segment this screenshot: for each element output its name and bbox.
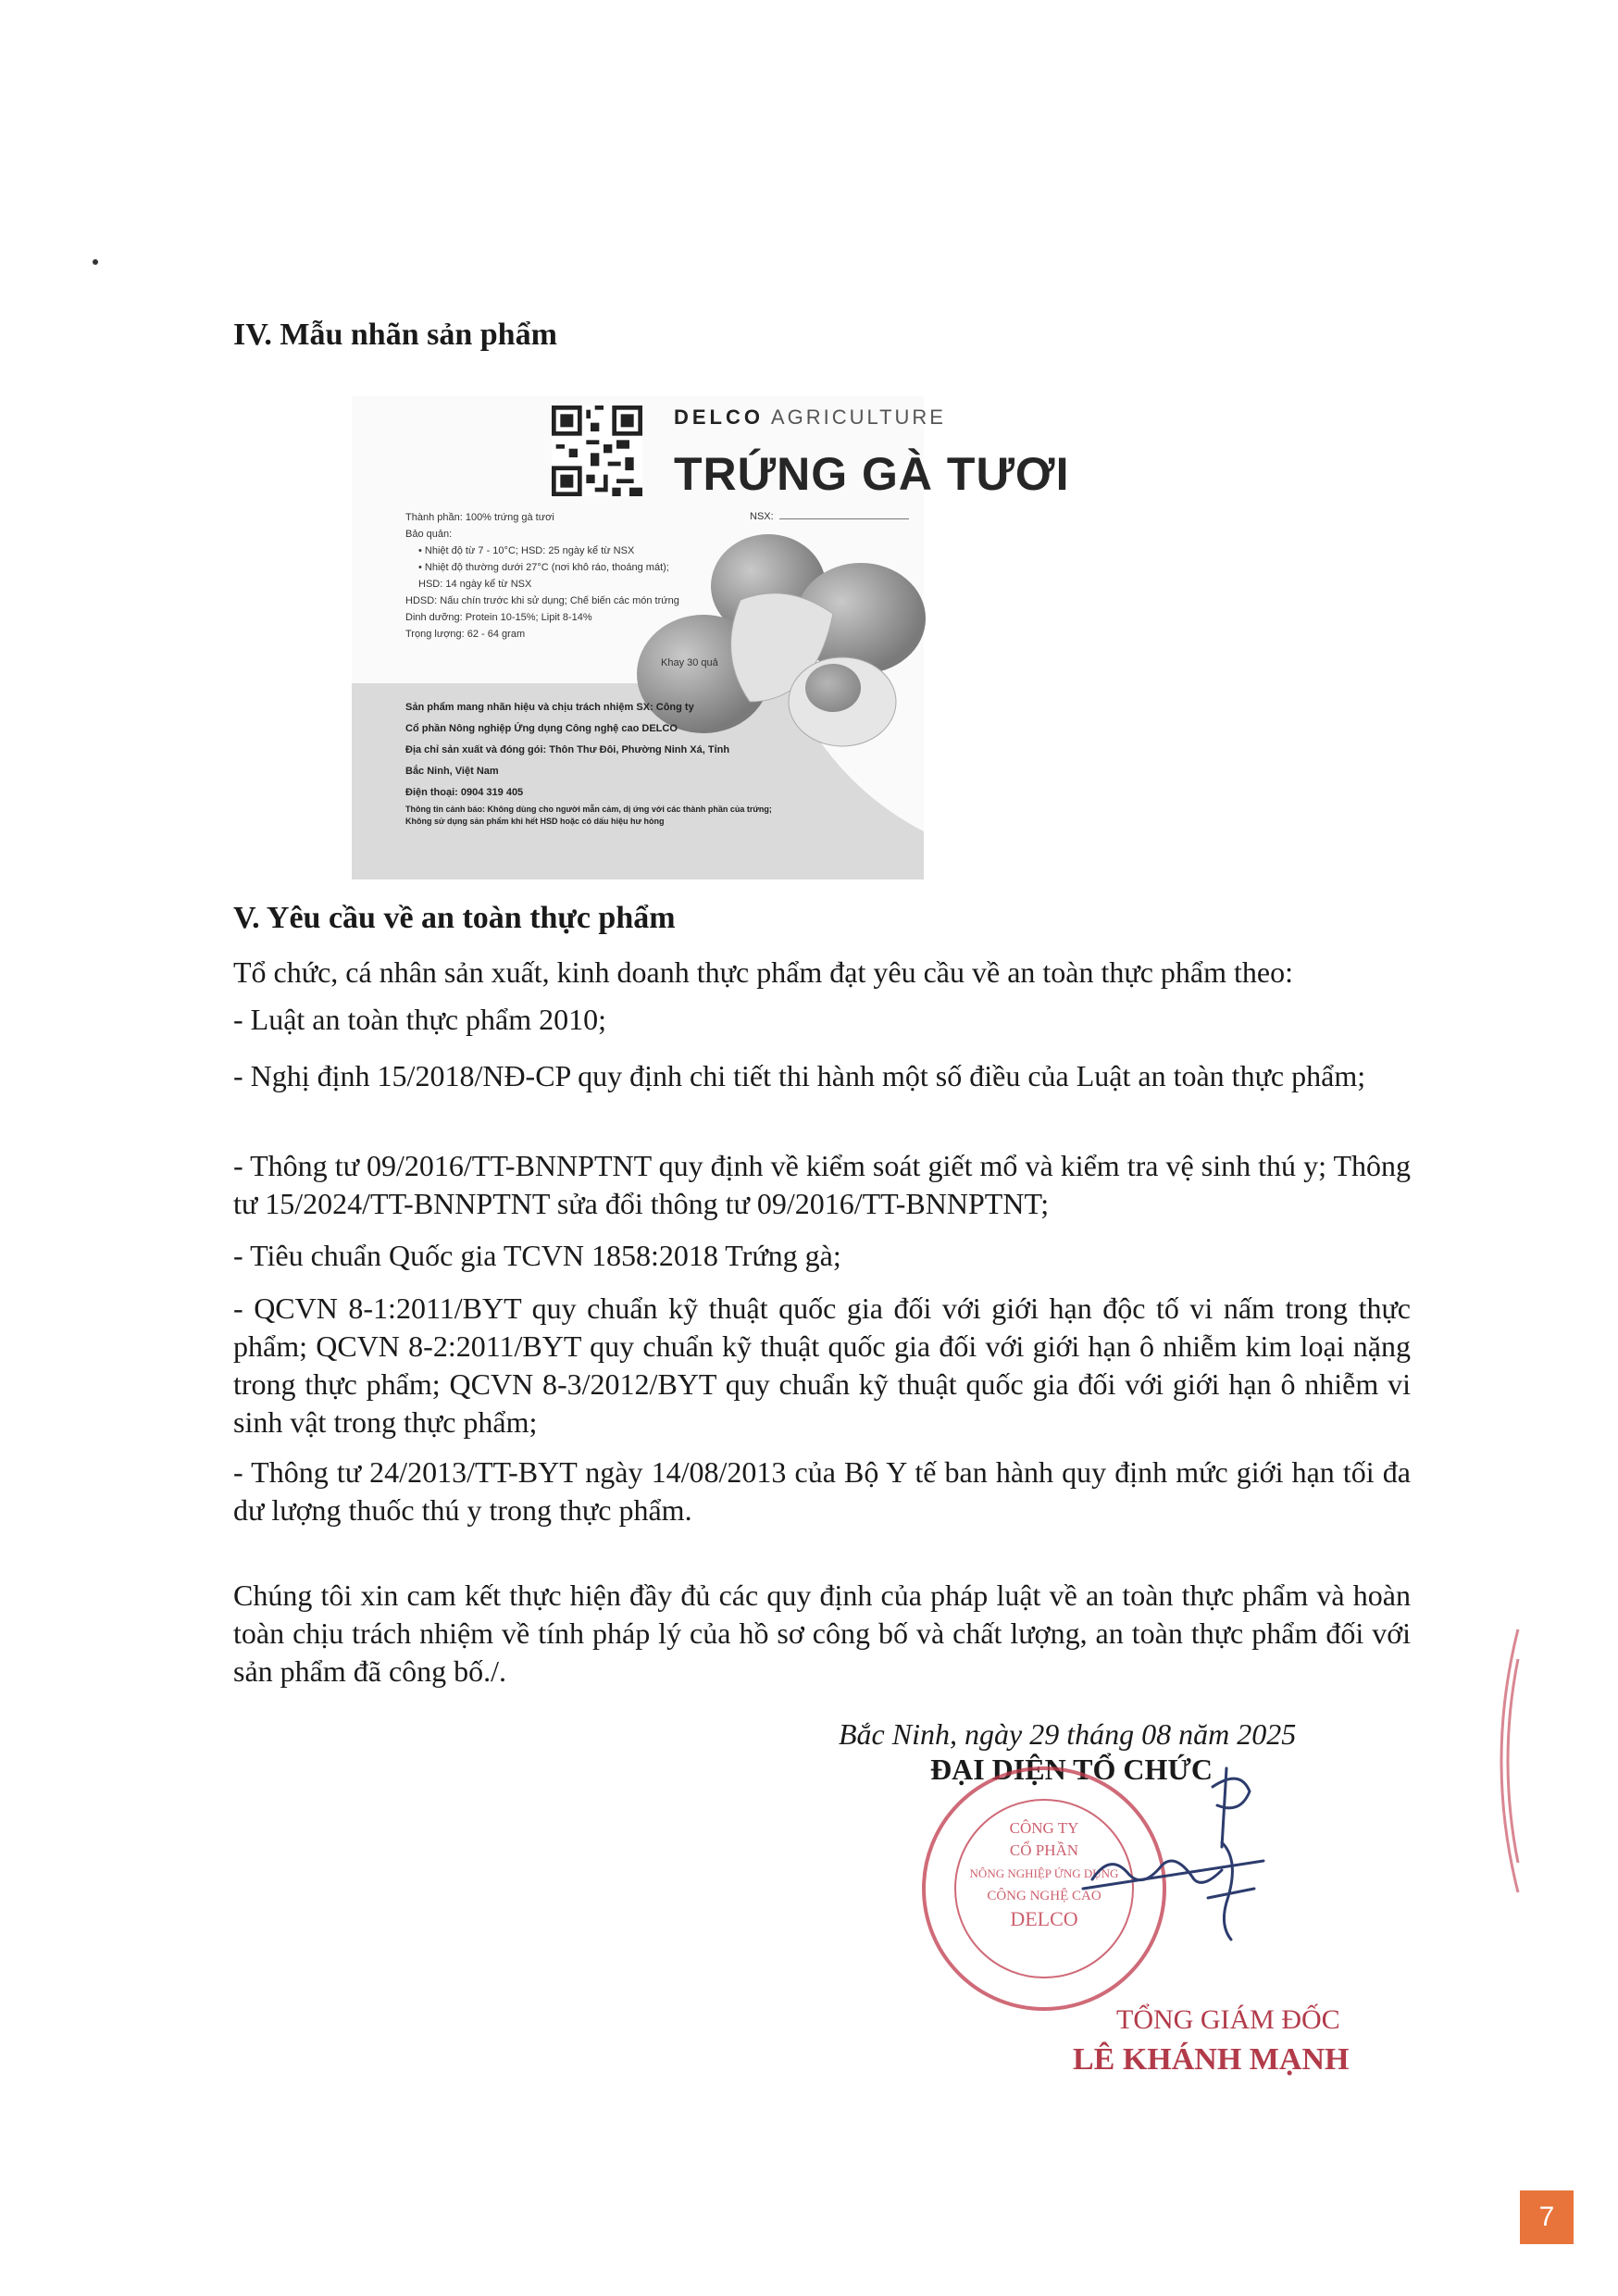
label-warning-1: Thông tin cảnh báo: Không dùng cho người mẫn cảm, dị ứng với các thành phần của trứng; [405, 805, 772, 814]
product-label-image [352, 396, 1070, 880]
svg-text:CÔNG NGHỆ CAO: CÔNG NGHỆ CAO [987, 1889, 1101, 1903]
page-number-badge: 7 [1520, 2190, 1574, 2244]
label-storage-title: Bảo quản: [405, 529, 453, 540]
label-address-1: Địa chỉ sản xuất và đóng gói: Thôn Thư Đôi, Phường Ninh Xá, Tỉnh [405, 744, 730, 755]
label-storage-1: • Nhiệt độ từ 7 - 10°C; HSD: 25 ngày kể từ NSX [418, 545, 635, 556]
label-ingredients: Thành phần: 100% trứng gà tươi [405, 512, 554, 523]
product-name: TRỨNG GÀ TƯƠI [674, 448, 1070, 500]
label-weight: Trọng lượng: 62 - 64 gram [405, 629, 526, 640]
qr-code [552, 406, 642, 496]
label-storage-2: • Nhiệt độ thường dưới 27°C (nơi khô ráo, thoáng mát); [418, 562, 669, 573]
label-producer-1: Sản phẩm mang nhãn hiệu và chịu trách nhiệm SX: Công ty [405, 702, 694, 713]
list-item-3: - Thông tư 09/2016/TT-BNNPTNT quy định về kiểm soát giết mổ và kiểm tra vệ sinh thú y; Thông tư 15/2024/TT-BNNPTNT sửa đổi thông tư 09/2016/TT-BNNPTNT; [233, 1149, 1411, 1220]
signer-position: TỔNG GIÁM ĐỐC [1116, 2004, 1340, 2035]
label-producer-info [405, 697, 794, 828]
brand-logo: DELCO AGRICULTURE [674, 406, 946, 429]
signer-name: LÊ KHÁNH MẠNH [1073, 2042, 1350, 2077]
list-item-1: - Luật an toàn thực phẩm 2010; [233, 1003, 607, 1036]
label-nutrition: Dinh dưỡng: Protein 10-15%; Lipit 8-14% [405, 612, 592, 623]
list-item-2: - Nghị định 15/2018/NĐ-CP quy định chi tiết thi hành một số điều của Luật an toàn thực phẩm; [233, 1059, 1366, 1092]
list-item-5: - QCVN 8-1:2011/BYT quy chuẩn kỹ thuật quốc gia đối với giới hạn độc tố vi nấm trong thực phẩm; QCVN 8-2:2011/BYT quy chuẩn kỹ thuật quốc gia đối với giới hạn ô nhiễm kim loại nặng trong thực phẩm; QCVN 8-3/2012/BYT quy chuẩn kỹ thuật quốc gia đối với giới hạn ô nhiễm vi sinh vật trong thực phẩm; [233, 1292, 1411, 1439]
label-box: Khay 30 quả [661, 657, 718, 668]
label-storage-3: HSD: 14 ngày kể từ NSX [418, 579, 532, 590]
svg-text:CÔNG TY: CÔNG TY [1009, 1819, 1079, 1837]
edge-seal-fragment [1485, 1622, 1518, 1900]
commitment-paragraph: Chúng tôi xin cam kết thực hiện đầy đủ các quy định của pháp luật về an toàn thực phẩm và hoàn toàn chịu trách nhiệm về tính pháp lý của hồ sơ công bố và chất lượng, an toàn thực phẩm đối với sản phẩm đã công bố./. [233, 1578, 1411, 1688]
svg-text:NÔNG NGHIỆP ỨNG DỤNG: NÔNG NGHIỆP ỨNG DỤNG [969, 1866, 1119, 1880]
svg-text:CỔ PHẦN: CỔ PHẦN [1009, 1841, 1079, 1859]
nsx-field: NSX: [750, 511, 909, 522]
section-heading-iv: IV. Mẫu nhãn sản phẩm [233, 318, 557, 352]
label-phone: Điện thoại: 0904 319 405 [405, 787, 524, 798]
label-details [405, 509, 739, 643]
label-warning-2: Không sử dụng sản phẩm khi hết HSD hoặc có dấu hiệu hư hỏng [405, 817, 665, 826]
list-item-6: - Thông tư 24/2013/TT-BYT ngày 14/08/2013 của Bộ Y tế ban hành quy định mức giới hạn tối đa dư lượng thuốc thú y trong thực phẩm. [233, 1455, 1411, 1527]
list-item-4: - Tiêu chuẩn Quốc gia TCVN 1858:2018 Trứng gà; [233, 1239, 841, 1272]
handwritten-signature [944, 1750, 1277, 1953]
representative-title: ĐẠI DIỆN TỔ CHỨC [930, 1753, 1213, 1786]
label-address-2: Bắc Ninh, Việt Nam [405, 766, 499, 777]
paragraph-intro: Tổ chức, cá nhân sản xuất, kinh doanh thực phẩm đạt yêu cầu về an toàn thực phẩm theo: [233, 955, 1293, 989]
svg-text:DELCO: DELCO [1010, 1907, 1078, 1930]
label-usage: HDSD: Nấu chín trước khi sử dụng; Chế biến các món trứng [405, 595, 679, 606]
stray-dot [93, 259, 98, 265]
section-heading-v: V. Yêu cầu về an toàn thực phẩm [233, 901, 676, 935]
label-producer-2: Cổ phần Nông nghiệp Ứng dụng Công nghệ cao DELCO [405, 723, 678, 734]
signing-date: Bắc Ninh, ngày 29 tháng 08 năm 2025 [839, 1717, 1297, 1751]
